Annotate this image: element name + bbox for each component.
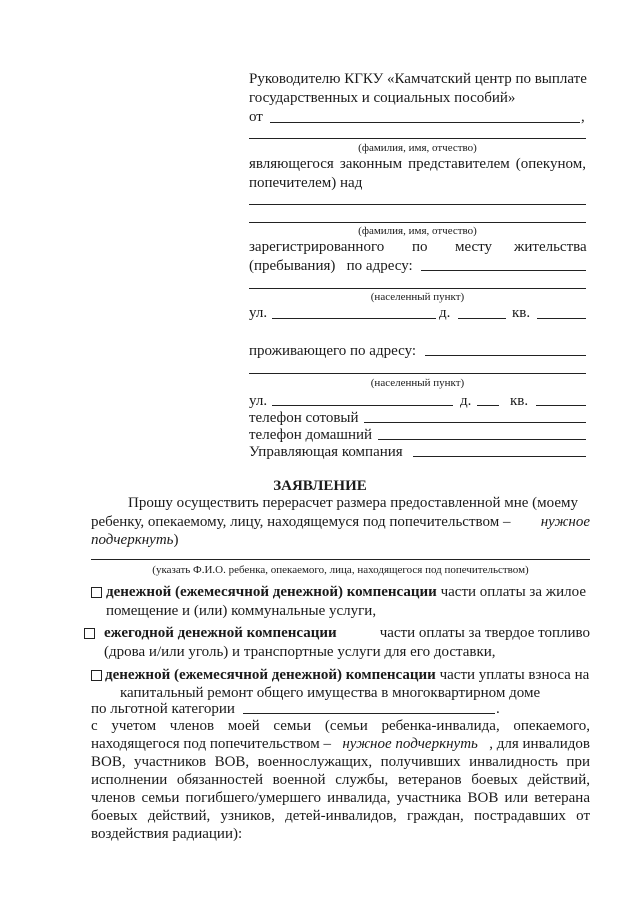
apt-label: кв. — [512, 305, 531, 321]
street-field[interactable] — [272, 318, 436, 319]
statement-line-3 — [91, 531, 178, 549]
category-label: по льготной категории — [91, 701, 235, 717]
option-3-checkbox[interactable] — [91, 670, 102, 681]
tail-line-7: воздействия радиации): — [91, 826, 243, 842]
residence-address-field[interactable] — [425, 355, 586, 356]
house-field-2[interactable] — [477, 405, 499, 406]
ward-name-field[interactable] — [249, 204, 586, 205]
house-field[interactable] — [458, 318, 506, 319]
street-label: ул. — [249, 305, 268, 321]
statement-line-1: Прошу осуществить перерасчет размера предоставленной мне (моему — [128, 495, 578, 511]
option-1-line-1 — [106, 583, 586, 601]
option-2-bold: ежегодной денежной компенсации — [104, 625, 337, 641]
option-1-checkbox[interactable] — [91, 587, 102, 598]
residence-locality-field[interactable] — [249, 373, 586, 374]
addressee-line-2: государственных и социальных пособий» — [249, 90, 516, 106]
home-phone-field[interactable] — [378, 439, 586, 440]
tail-line-2-a: находящегося под попечительством – — [91, 736, 331, 752]
paren-close: ) — [173, 532, 179, 548]
from-label: от — [249, 109, 263, 125]
registered-word-1: зарегистрированного — [249, 239, 385, 255]
fio-caption-1: (фамилия, имя, отчество) — [358, 142, 477, 154]
ward-name-field-2[interactable] — [249, 222, 586, 223]
statement-line-2 — [91, 513, 590, 531]
fio-caption-2: (фамилия, имя, отчество) — [358, 225, 477, 237]
category-field[interactable] — [243, 713, 495, 714]
tail-line-2-italic: нужное подчеркнуть — [342, 736, 478, 752]
child-caption: (указать Ф.И.О. ребенка, опекаемого, лица, находящегося под попечительством) — [152, 564, 529, 576]
registered-line-2: (пребывания) по адресу: — [249, 258, 413, 274]
management-company-field[interactable] — [413, 456, 586, 457]
option-2-line-1 — [104, 624, 590, 642]
statement-line-2-italic: нужное — [540, 514, 590, 530]
option-3-bold: денежной (ежемесячной денежной) компенсации — [105, 667, 436, 683]
option-2-rest: части оплаты за твердое топливо — [379, 625, 590, 641]
tail-line-3: ВОВ, участников ВОВ, военнослужащих, получивших инвалидность при — [91, 754, 590, 770]
locality-caption-2: (населенный пункт) — [370, 377, 465, 389]
statement-line-2-text: ребенку, опекаемому, лицу, находящемуся под попечительством – — [91, 514, 511, 530]
applicant-name-field[interactable] — [270, 122, 580, 123]
home-phone-label: телефон домашний — [249, 427, 373, 443]
option-3-line-1 — [105, 666, 589, 684]
option-2-checkbox[interactable] — [84, 628, 95, 639]
representative-line-2: попечителем) над — [249, 175, 363, 191]
apt-label-2: кв. — [510, 393, 529, 409]
management-company-label: Управляющая компания — [249, 444, 403, 460]
apt-field[interactable] — [537, 318, 586, 319]
registered-word-3: месту — [455, 239, 493, 255]
option-3-rest: части уплаты взноса на — [435, 667, 590, 683]
registration-address-field[interactable] — [421, 270, 586, 271]
mobile-phone-label: телефон сотовый — [249, 410, 359, 426]
addressee-line-1: Руководителю КГКУ «Камчатский центр по выплате — [249, 71, 587, 87]
option-1-rest: части оплаты за жилое — [436, 584, 586, 600]
house-label: д. — [439, 305, 451, 321]
locality-caption-1: (населенный пункт) — [370, 291, 465, 303]
tail-line-1: с учетом членов моей семьи (семьи ребенка-инвалида, опекаемого, — [91, 718, 590, 734]
street-field-2[interactable] — [272, 405, 453, 406]
street-label-2: ул. — [249, 393, 268, 409]
house-label-2: д. — [460, 393, 472, 409]
tail-line-6: боевых действий, узников, детей-инвалидов, граждан, пострадавших от — [91, 808, 590, 824]
from-comma: , — [581, 109, 585, 125]
registration-locality-field[interactable] — [249, 288, 586, 289]
child-name-field[interactable] — [91, 559, 590, 560]
registered-word-4: жительства — [514, 239, 587, 255]
residence-label: проживающего по адресу: — [249, 343, 417, 359]
statement-title: ЗАЯВЛЕНИЕ — [273, 478, 367, 494]
tail-line-2 — [91, 735, 590, 753]
representative-line-1: являющегося законным представителем (опекуном, — [249, 156, 586, 172]
tail-line-4: исполнении обязанностей военной службы, ветеранов боевых действий, — [91, 772, 590, 788]
tail-paragraph — [91, 717, 590, 843]
apt-field-2[interactable] — [536, 405, 586, 406]
category-end: . — [496, 701, 500, 717]
option-2-line-2: (дрова и/или уголь) и транспортные услуги для его доставки, — [104, 644, 496, 660]
applicant-name-field-2[interactable] — [249, 138, 586, 139]
tail-line-5: членов семьи погибшего/умершего инвалида, участника ВОВ или ветерана — [91, 790, 590, 806]
option-1-bold: денежной (ежемесячной денежной) компенсации — [106, 584, 437, 600]
option-3-line-2: капитальный ремонт общего имущества в многоквартирном доме — [120, 685, 541, 701]
registered-word-2: по — [412, 239, 428, 255]
option-1-line-2: помещение и (или) коммунальные услуги, — [106, 603, 377, 619]
underline-note: подчеркнуть — [91, 532, 174, 548]
mobile-phone-field[interactable] — [364, 422, 586, 423]
tail-line-2-c: , для инвалидов — [489, 736, 590, 752]
